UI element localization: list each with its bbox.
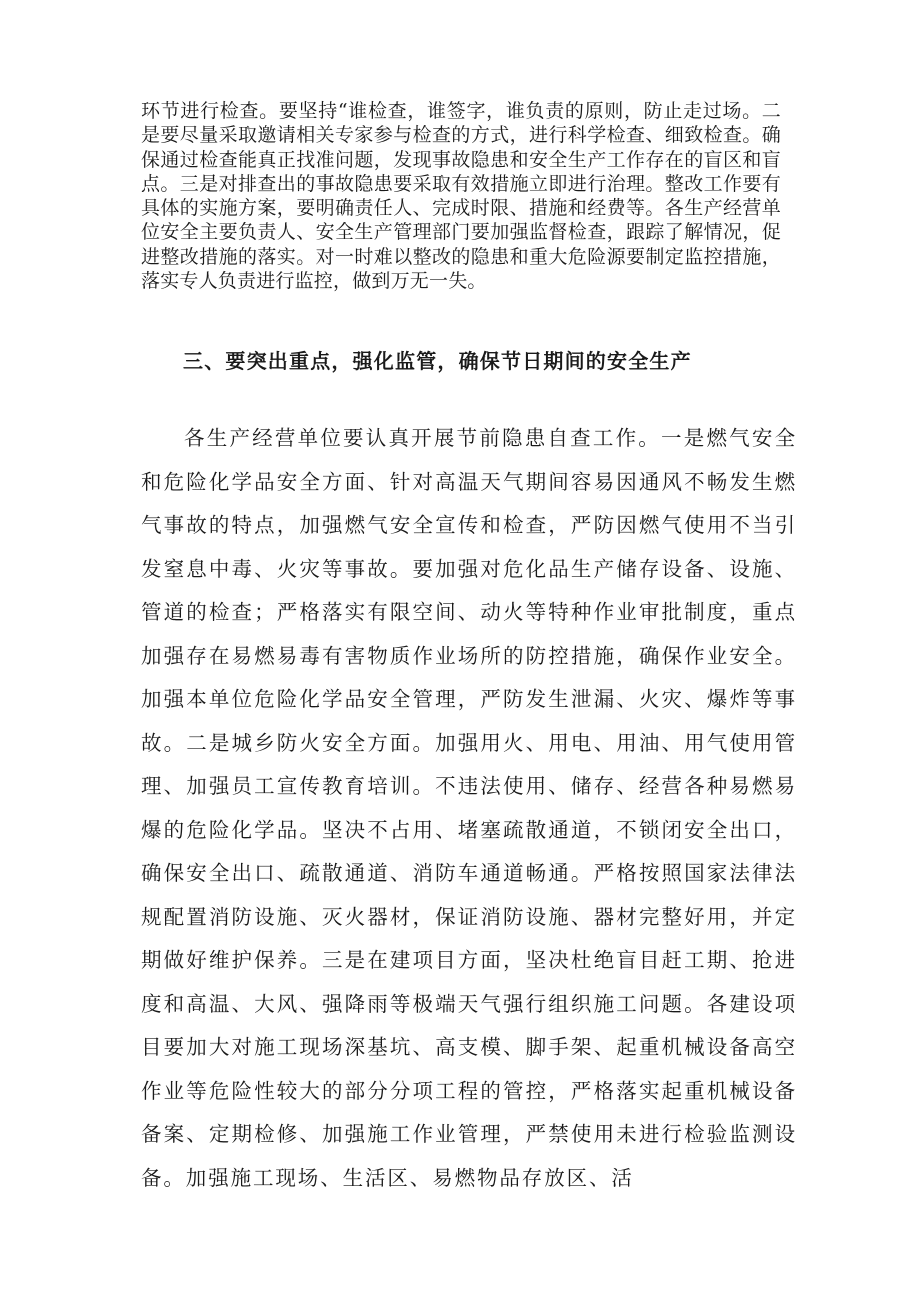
paragraph-inspection-measures: 环节进行检查。要坚持“谁检查，谁签字，谁负责的原则，防止走过场。二是要尽量采取邀请相关专家参与检查的方式，进行科学检查、细致检查。确保通过检查能真正找准问题，发现事故隐患和安全生产工作存在的盲区和盲点。三是对排查出的事故隐患要采取有效措施立即进行治理。整改工作要有具体的实施方案，要明确责任人、完成时限、措施和经费等。各生产经营单位安全主要负责人、安全生产管理部门要加强监督检查，跟踪了解情况，促进整改措施的落实。对一时难以整改的隐患和重大危险源要制定监控措施，落实专人负责进行监控，做到万无一失。 [141,100,781,293]
section-heading: 三、要突出重点，强化监管，确保节日期间的安全生产 [183,349,692,373]
paragraph-holiday-safety: 各生产经营单位要认真开展节前隐患自查工作。一是燃气安全和危险化学品安全方面、针对高温天气期间容易因通风不畅发生燃气事故的特点，加强燃气安全宣传和检查，严防因燃气使用不当引发窒息中毒、火灾等事故。要加强对危化品生产储存设备、设施、管道的检查；严格落实有限空间、动火等特种作业审批制度，重点加强存在易燃易毒有害物质作业场所的防控措施，确保作业安全。加强本单位危险化学品安全管理，严防发生泄漏、火灾、爆炸等事故。二是城乡防火安全方面。加强用火、用电、用油、用气使用管理、加强员工宣传教育培训。不违法使用、储存、经营各种易燃易爆的危险化学品。坚决不占用、堵塞疏散通道，不锁闭安全出口，确保安全出口、疏散通道、消防车通道畅通。严格按照国家法律法规配置消防设施、灭火器材，保证消防设施、器材完整好用，并定期做好维护保养。三是在建项目方面，坚决杜绝盲目赶工期、抢进度和高温、大风、强降雨等极端天气强行组织施工问题。各建设项目要加大对施工现场深基坑、高支模、脚手架、起重机械设备高空作业等危险性较大的部分分项工程的管控，严格落实起重机械设备备案、定期检修、加强施工作业管理，严禁使用未进行检验监测设备。加强施工现场、生活区、易燃物品存放区、活 [141,426,797,1190]
